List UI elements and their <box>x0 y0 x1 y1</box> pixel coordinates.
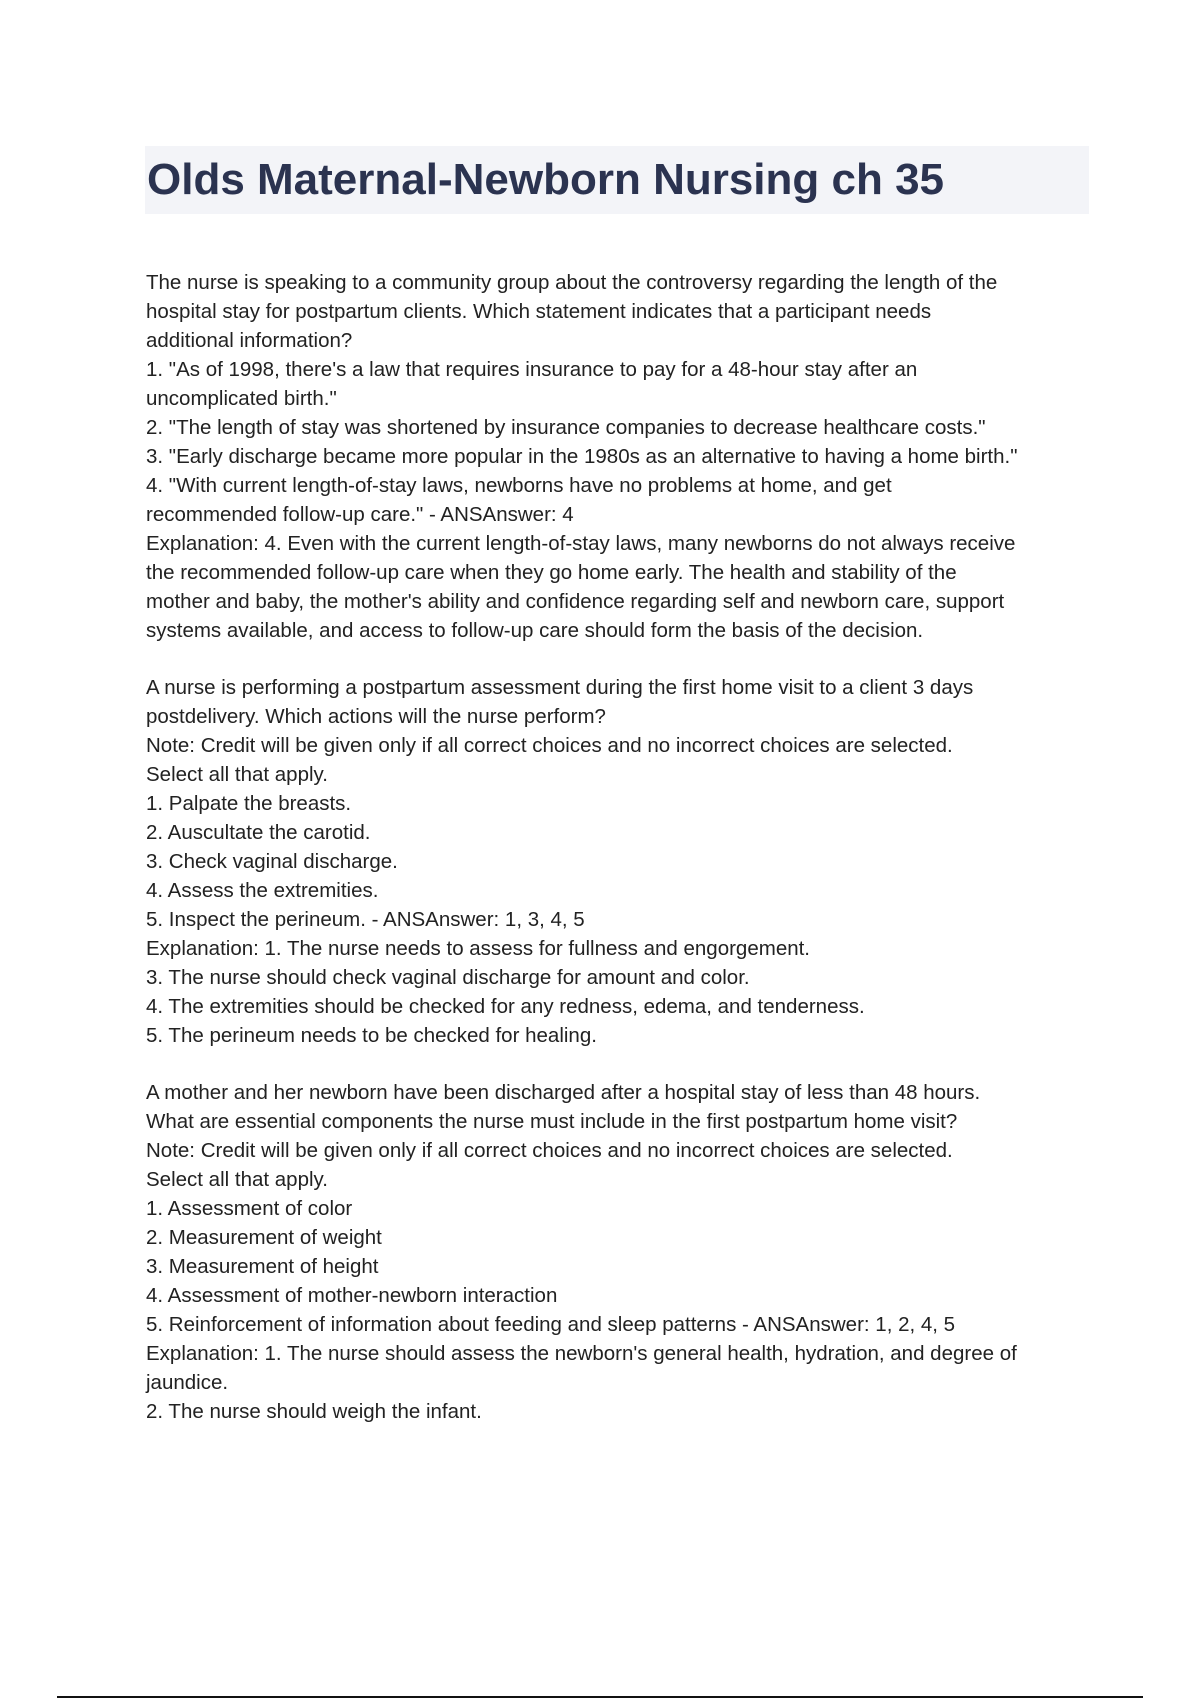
answer-option: 1. Palpate the breasts. <box>146 792 352 815</box>
question-block-2 <box>146 673 1106 1050</box>
question-block-1 <box>146 268 1106 645</box>
explanation-line: systems available, and access to follow-up care should form the basis of the decision. <box>146 619 924 642</box>
answer-option: 3. "Early discharge became more popular in the 1980s as an alternative to having a home birth." <box>146 445 1018 468</box>
document-body <box>146 268 1106 1454</box>
text-line: additional information? <box>146 329 353 352</box>
explanation-line: Explanation: 4. Even with the current length-of-stay laws, many newborns do not always receive <box>146 532 1016 555</box>
answer-option: 1. Assessment of color <box>146 1197 353 1220</box>
answer-option: 4. "With current length-of-stay laws, newborns have no problems at home, and get <box>146 474 892 497</box>
text-line: What are essential components the nurse must include in the first postpartum home visit? <box>146 1110 958 1133</box>
footer-divider <box>57 1696 1143 1698</box>
explanation-line: 3. The nurse should check vaginal discharge for amount and color. <box>146 966 750 989</box>
note-line: Select all that apply. <box>146 1168 328 1191</box>
answer-option: 2. "The length of stay was shortened by insurance companies to decrease healthcare costs." <box>146 416 986 439</box>
page-title: Olds Maternal-Newborn Nursing ch 35 <box>147 155 945 204</box>
title-banner <box>145 146 1089 214</box>
explanation-line: Explanation: 1. The nurse needs to assess for fullness and engorgement. <box>146 937 811 960</box>
explanation-line: Explanation: 1. The nurse should assess the newborn's general health, hydration, and degree of <box>146 1342 1017 1365</box>
explanation-line: mother and baby, the mother's ability and confidence regarding self and newborn care, support <box>146 590 1005 613</box>
text-line: A mother and her newborn have been discharged after a hospital stay of less than 48 hours. <box>146 1081 981 1104</box>
explanation-line: 2. The nurse should weigh the infant. <box>146 1400 482 1423</box>
answer-option: 3. Check vaginal discharge. <box>146 850 398 873</box>
explanation-line: 5. The perineum needs to be checked for healing. <box>146 1024 597 1047</box>
question-block-3 <box>146 1078 1106 1426</box>
note-line: Select all that apply. <box>146 763 328 786</box>
answer-option: 4. Assess the extremities. <box>146 879 379 902</box>
answer-option: uncomplicated birth." <box>146 387 337 410</box>
explanation-line: the recommended follow-up care when they go home early. The health and stability of the <box>146 561 957 584</box>
answer-key: recommended follow-up care." - ANSAnswer: 4 <box>146 503 574 526</box>
answer-key: 5. Inspect the perineum. - ANSAnswer: 1, 3, 4, 5 <box>146 908 585 931</box>
answer-key: 5. Reinforcement of information about feeding and sleep patterns - ANSAnswer: 1, 2, 4, 5 <box>146 1313 956 1336</box>
note-line: Note: Credit will be given only if all correct choices and no incorrect choices are selected. <box>146 1139 953 1162</box>
text-line: hospital stay for postpartum clients. Which statement indicates that a participant needs <box>146 300 932 323</box>
text-line: postdelivery. Which actions will the nurse perform? <box>146 705 606 728</box>
text-line: The nurse is speaking to a community group about the controversy regarding the length of the <box>146 271 998 294</box>
answer-option: 4. Assessment of mother-newborn interaction <box>146 1284 558 1307</box>
answer-option: 1. "As of 1998, there's a law that requires insurance to pay for a 48-hour stay after an <box>146 358 918 381</box>
explanation-line: jaundice. <box>146 1371 229 1394</box>
answer-option: 3. Measurement of height <box>146 1255 379 1278</box>
note-line: Note: Credit will be given only if all correct choices and no incorrect choices are selected. <box>146 734 953 757</box>
answer-option: 2. Auscultate the carotid. <box>146 821 371 844</box>
answer-option: 2. Measurement of weight <box>146 1226 382 1249</box>
text-line: A nurse is performing a postpartum assessment during the first home visit to a client 3 days <box>146 676 974 699</box>
explanation-line: 4. The extremities should be checked for any redness, edema, and tenderness. <box>146 995 865 1018</box>
